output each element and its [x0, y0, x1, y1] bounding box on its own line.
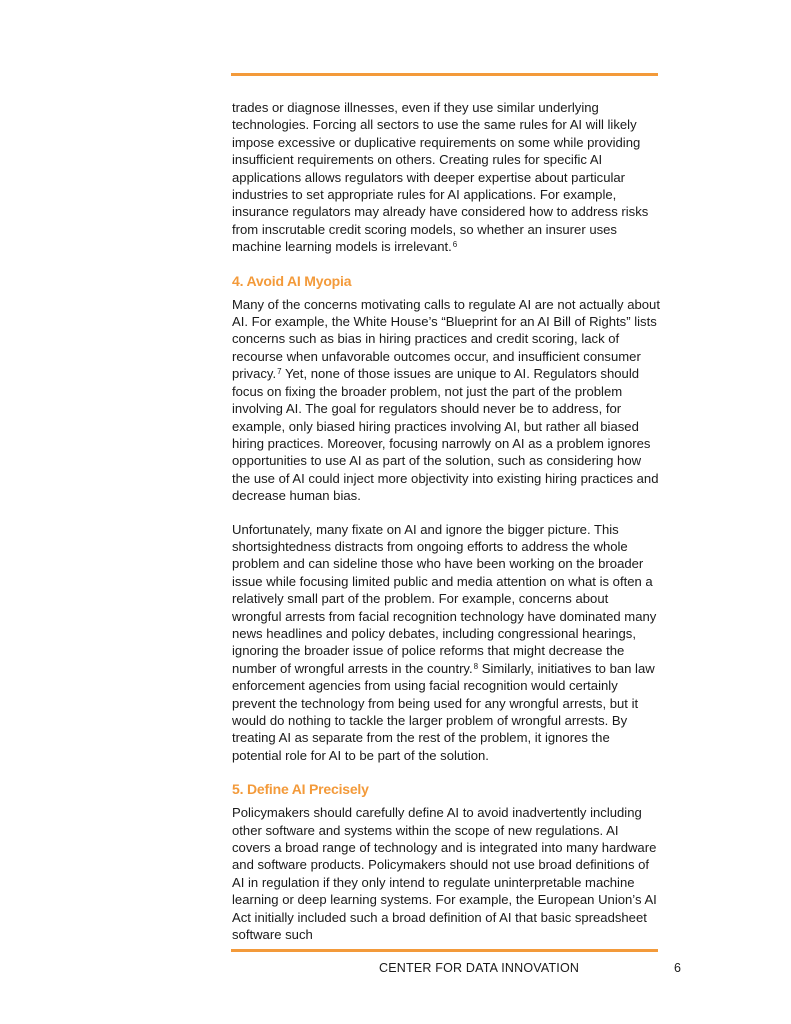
footnote-ref[interactable]: 8: [473, 661, 479, 671]
paragraph-text: Yet, none of those issues are unique to AI. Regulators should focus on fixing the broader problem, not just the part of the problem involving AI. The goal for regulators should never be to address, for example, only biased hiring practices involving AI, but rather all biased hiring practices. Moreover, focusing narrowly on AI as a problem ignores opportunities to use AI as part of the solution, such as considering how the use of AI could inject more objectivity into existing hiring practices and decrease human bias.: [232, 366, 659, 504]
footer-rule: [231, 949, 658, 952]
footer-organization: CENTER FOR DATA INNOVATION: [379, 961, 580, 975]
page-number: 6: [674, 961, 681, 975]
paragraph-intro: [232, 99, 660, 256]
paragraph-text: Similarly, initiatives to ban law enforcement agencies from using facial recognition would certainly prevent the technology from being used for any wrongful arrests, but it would do nothing to tackle the larger problem of wrongful arrests. By treating AI as separate from the rest of the problem, it ignores the potential role for AI to be part of the solution.: [232, 660, 655, 763]
paragraph-s4-2: [232, 521, 660, 765]
paragraph-text: trades or diagnose illnesses, even if they use similar underlying technologies. Forcing all sectors to use the same rules for AI will likely impose excessive or duplicative requirements on some while providing insufficient requirements on others. Creating rules for specific AI applications allows regulators with deeper expertise about particular industries to set appropriate rules for AI applications. For example, insurance regulators may already have considered how to address risks from inscrutable credit scoring models, so whether an insurer uses machine learning models is irrelevant.: [232, 100, 649, 255]
page-body: [232, 99, 660, 959]
footnote-ref[interactable]: 6: [452, 240, 458, 250]
footnote-ref[interactable]: 7: [277, 367, 282, 377]
section-heading-4: 4. Avoid AI Myopia: [232, 272, 352, 289]
header-rule: [231, 73, 658, 76]
paragraph-text: Unfortunately, many fixate on AI and ignore the bigger picture. This shortsightedness distracts from ongoing efforts to address the whole problem and can sideline those who have been working on the broader issue while focusing limited public and media attention on what is often a relatively small part of the problem. For example, concerns about wrongful arrests from facial recognition technology have dominated many news headlines and policy debates, including congressional hearings, ignoring the broader issue of police reforms that might decrease the number of wrongful arrests in the country.: [232, 521, 657, 676]
paragraph-s5-1: Policymakers should carefully define AI to avoid inadvertently including other software and systems within the scope of new regulations. AI covers a broad range of technology and is integrated into many hardware and software products. Policymakers should not use broad definitions of AI in regulation if they only intend to regulate uninterpretable machine learning or deep learning systems. For example, the European Union’s AI Act initially included such a broad definition of AI that basic spreadsheet software such: [232, 805, 657, 943]
paragraph-s4-1: [232, 296, 660, 505]
paragraph-text: Many of the concerns motivating calls to regulate AI are not actually about AI. For example, the White House’s “Blueprint for an AI Bill of Rights” lists concerns such as bias in hiring practices and credit scoring, lack of recourse when unfavorable outcomes occur, and insufficient consumer privacy.: [232, 296, 660, 382]
section-heading-5: 5. Define AI Precisely: [232, 781, 369, 798]
